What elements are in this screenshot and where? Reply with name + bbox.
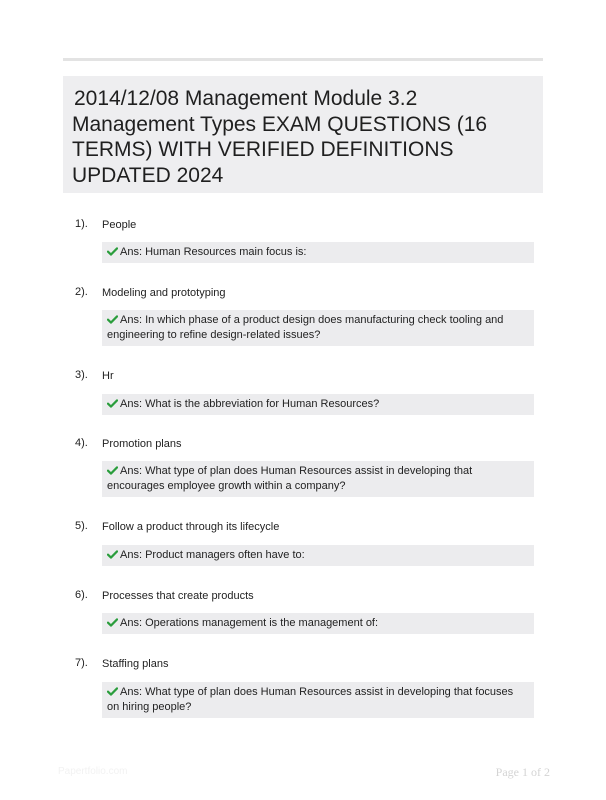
answer-text: Product managers often have to: — [145, 549, 305, 561]
answer-prefix: Ans: — [120, 686, 143, 698]
question-number: 4). — [75, 437, 88, 449]
answer-prefix: Ans: — [120, 465, 143, 477]
question-term: People — [102, 219, 137, 231]
answer-prefix: Ans: — [120, 314, 143, 326]
question-number: 1). — [75, 218, 88, 230]
check-icon — [107, 687, 118, 696]
question-number: 6). — [75, 589, 88, 601]
answer-text: Operations management is the management of: — [145, 617, 379, 629]
question-term: Processes that create products — [102, 590, 254, 602]
answer-box — [102, 682, 534, 718]
answer-prefix: Ans: — [120, 398, 143, 410]
question-term: Hr — [102, 370, 114, 382]
question-number: 3). — [75, 369, 88, 381]
check-icon — [107, 618, 118, 627]
question-term: Follow a product through its lifecycle — [102, 521, 280, 533]
footer-watermark: Papertfolio.com — [58, 766, 128, 777]
check-icon — [107, 466, 118, 475]
page-title: 2014/12/08 Management Module 3.2 Management Types EXAM QUESTIONS (16 TERMS) WITH VERIFIED DEFINITIONS UPDATED 2024 — [72, 87, 488, 187]
check-icon — [107, 399, 118, 408]
answer-prefix: Ans: — [120, 246, 143, 258]
answer-box — [102, 310, 534, 346]
answer-box — [102, 242, 534, 263]
answer-text: What type of plan does Human Resources assist in developing that encourages employee growth within a company? — [107, 465, 473, 492]
question-term: Promotion plans — [102, 438, 182, 450]
check-icon — [107, 550, 118, 559]
answer-box — [102, 461, 534, 497]
question-number: 7). — [75, 657, 88, 669]
question-term: Modeling and prototyping — [102, 287, 226, 299]
question-term: Staffing plans — [102, 658, 169, 670]
answer-text: What type of plan does Human Resources assist in developing that focuses on hiring people? — [107, 686, 514, 713]
page-indicator: Page 1 of 2 — [495, 765, 550, 779]
title-banner — [63, 76, 543, 193]
answer-text: Human Resources main focus is: — [145, 246, 307, 258]
answer-text: What is the abbreviation for Human Resources? — [145, 398, 380, 410]
question-number: 2). — [75, 286, 88, 298]
header-divider — [63, 58, 543, 61]
question-number: 5). — [75, 520, 88, 532]
answer-prefix: Ans: — [120, 617, 143, 629]
answer-prefix: Ans: — [120, 549, 143, 561]
answer-box — [102, 613, 534, 634]
answer-box — [102, 394, 534, 415]
answer-text: In which phase of a product design does manufacturing check tooling and engineering to refine design-related issues? — [107, 314, 504, 341]
check-icon — [107, 247, 118, 256]
check-icon — [107, 315, 118, 324]
answer-box — [102, 545, 534, 566]
